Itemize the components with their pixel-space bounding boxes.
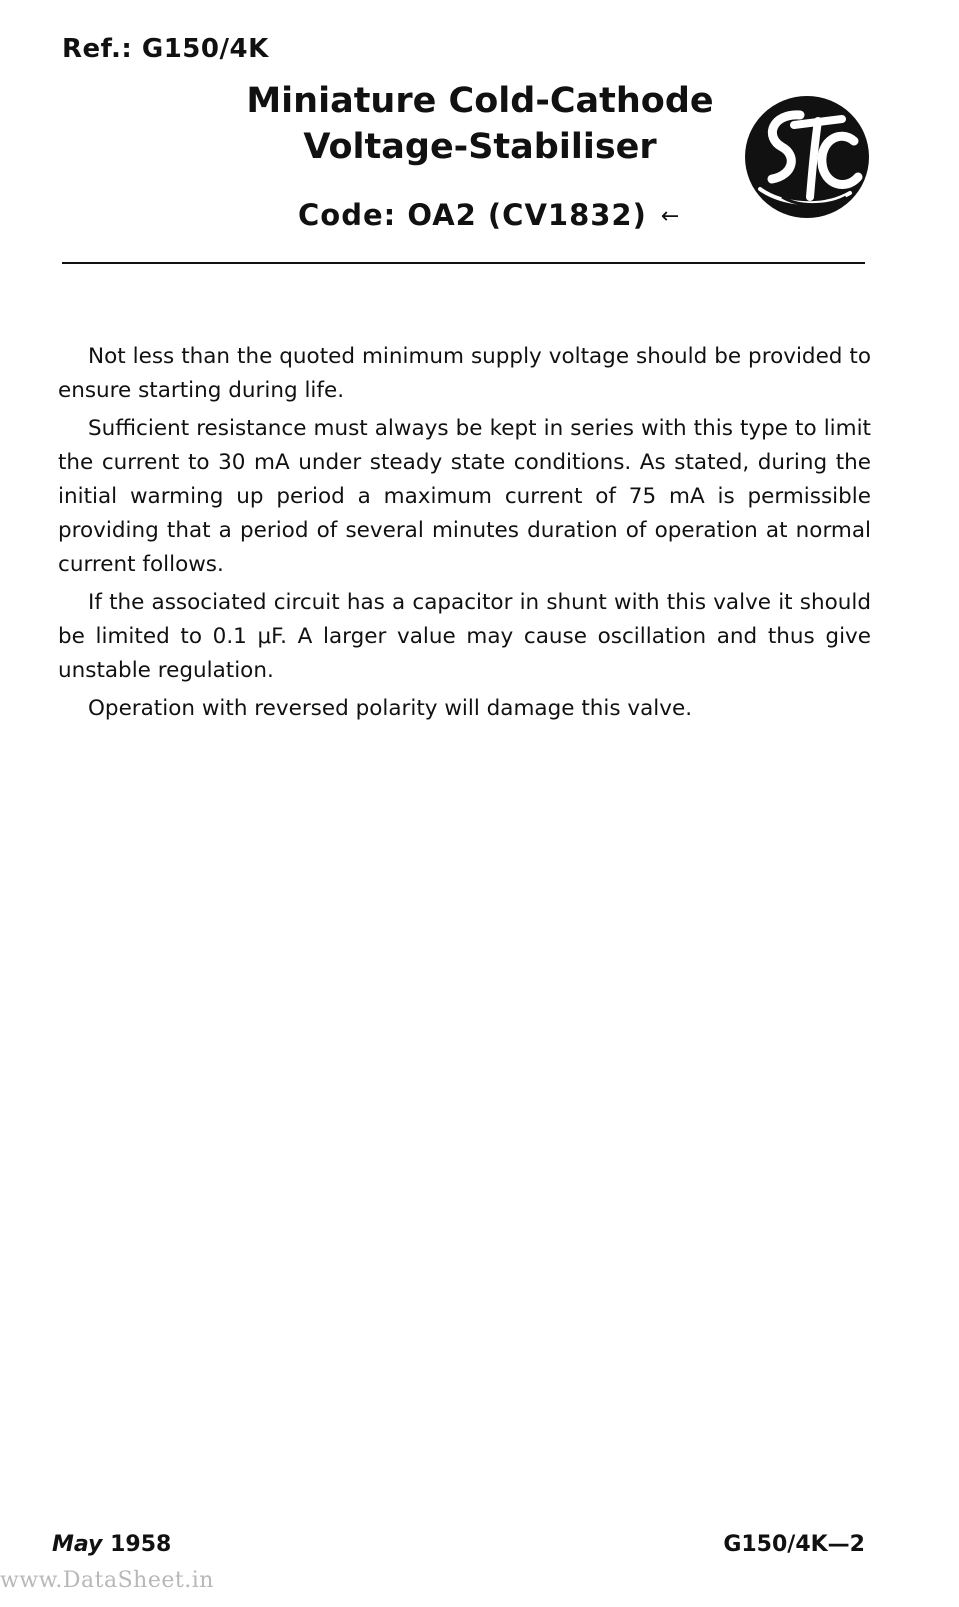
paragraph-reversed-polarity: Operation with reversed polarity will damage this valve. <box>88 696 693 721</box>
paragraph-series-resistance: Sufficient resistance must always be kept in series with this type to limit the current to 30 mA under steady state conditions. As stated, during the initial warming up period a maximum current of 75 mA is permissible providing that a period of several minutes duration of operation at normal current follows. <box>58 416 871 577</box>
issue-date <box>52 1532 171 1557</box>
issue-month: May <box>52 1532 103 1557</box>
page-reference: G150/4K—2 <box>723 1532 865 1557</box>
notes-section <box>58 340 871 730</box>
paragraph-shunt-capacitor: If the associated circuit has a capacitor in shunt with this valve it should be limited to 0.1 μF. A larger value may cause oscillation and thus give unstable regulation. <box>58 590 871 683</box>
valve-code <box>298 198 680 232</box>
document-title <box>230 78 730 170</box>
title-line-1: Miniature Cold-Cathode <box>246 81 714 121</box>
code-text: Code: OA2 (CV1832) <box>298 198 647 232</box>
left-arrow-icon: ← <box>660 204 681 229</box>
stc-logo-icon <box>742 93 872 221</box>
header-divider <box>62 262 865 264</box>
title-line-2: Voltage-Stabiliser <box>303 127 657 167</box>
reference-number: Ref.: G150/4K <box>62 34 269 64</box>
paragraph-supply-voltage: Not less than the quoted minimum supply voltage should be provided to ensure starting during life. <box>58 344 871 403</box>
watermark-text: www.DataSheet.in <box>0 1568 214 1593</box>
issue-year: 1958 <box>110 1532 172 1557</box>
